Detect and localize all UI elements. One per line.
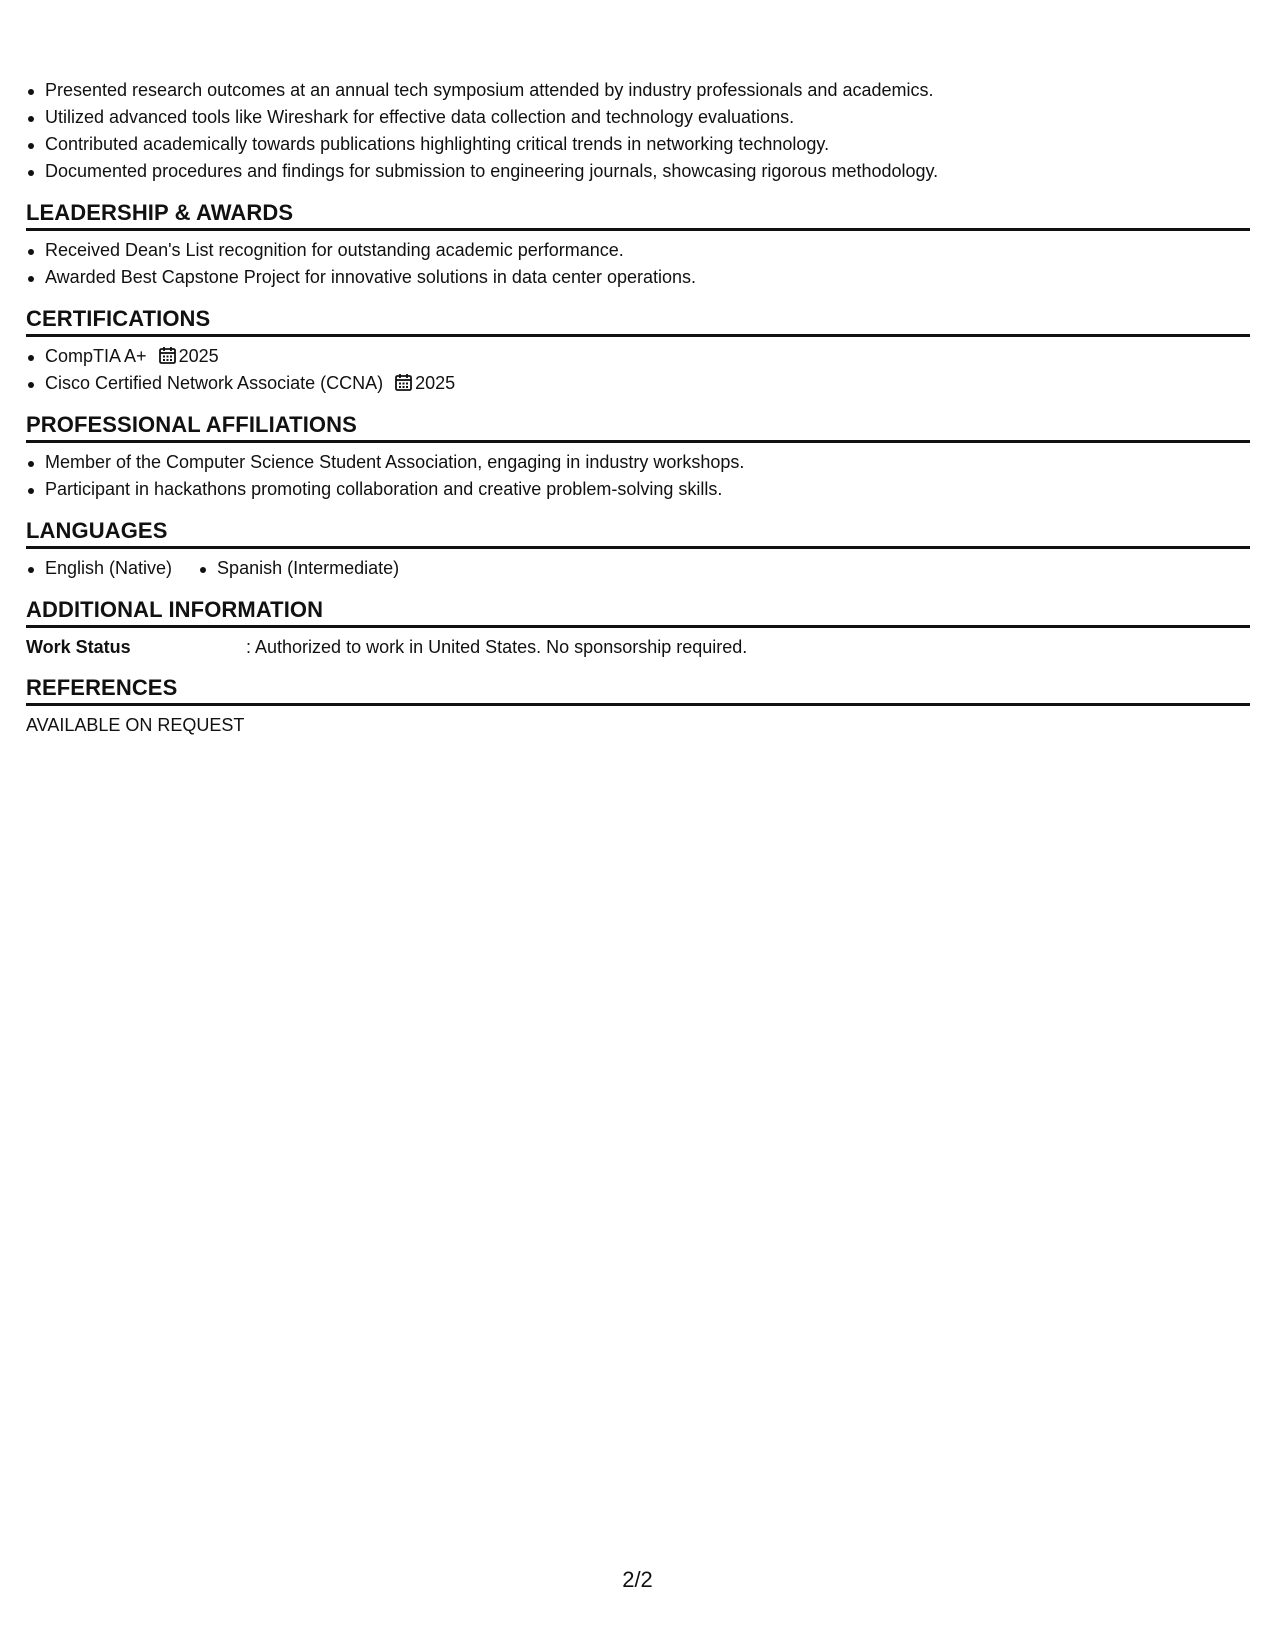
certifications-list (26, 343, 1250, 397)
languages-list (26, 555, 1250, 582)
work-status-label: Work Status (26, 637, 131, 657)
references-text: AVAILABLE ON REQUEST (26, 715, 245, 735)
section-title: LEADERSHIP & AWARDS (26, 199, 1250, 231)
affiliations-list (26, 449, 1250, 503)
work-status-value: : Authorized to work in United States. No sponsorship required. (246, 637, 748, 657)
language-item: Spanish (Intermediate) (198, 555, 399, 582)
leadership-list (26, 237, 1250, 291)
section-title: ADDITIONAL INFORMATION (26, 596, 1250, 628)
certification-year: 2025 (178, 346, 219, 366)
research-bullet-list (26, 77, 1250, 185)
list-item: Contributed academically towards publications highlighting critical trends in networking technology. (26, 131, 1250, 158)
resume-page (26, 77, 1250, 738)
list-item: Member of the Computer Science Student Association, engaging in industry workshops. (26, 449, 1250, 476)
list-item: Documented procedures and findings for submission to engineering journals, showcasing rigorous methodology. (26, 158, 1250, 185)
list-item: Participant in hackathons promoting collaboration and creative problem-solving skills. (26, 476, 1250, 503)
page-number: 2/2 (622, 1567, 653, 1592)
calendar-icon (159, 345, 176, 372)
certification-year: 2025 (415, 373, 456, 393)
language-item: English (Native) (26, 555, 172, 582)
list-item: Utilized advanced tools like Wireshark for effective data collection and technology evaluations. (26, 104, 1250, 131)
section-title: REFERENCES (26, 674, 1250, 706)
leadership-section (26, 199, 1250, 291)
calendar-icon (395, 372, 412, 399)
certifications-section (26, 305, 1250, 397)
certification-name: CompTIA A+ (45, 346, 147, 366)
certification-item (26, 370, 1250, 397)
certification-item (26, 343, 1250, 370)
additional-info-section (26, 596, 1250, 660)
list-item: Presented research outcomes at an annual tech symposium attended by industry professionals and academics. (26, 77, 1250, 104)
certification-name: Cisco Certified Network Associate (CCNA) (45, 373, 384, 393)
affiliations-section (26, 411, 1250, 503)
languages-section (26, 517, 1250, 582)
section-title: CERTIFICATIONS (26, 305, 1250, 337)
work-status-row (26, 634, 1250, 660)
references-section (26, 674, 1250, 738)
list-item: Received Dean's List recognition for outstanding academic performance. (26, 237, 1250, 264)
list-item: Awarded Best Capstone Project for innovative solutions in data center operations. (26, 264, 1250, 291)
section-title: PROFESSIONAL AFFILIATIONS (26, 411, 1250, 443)
section-title: LANGUAGES (26, 517, 1250, 549)
